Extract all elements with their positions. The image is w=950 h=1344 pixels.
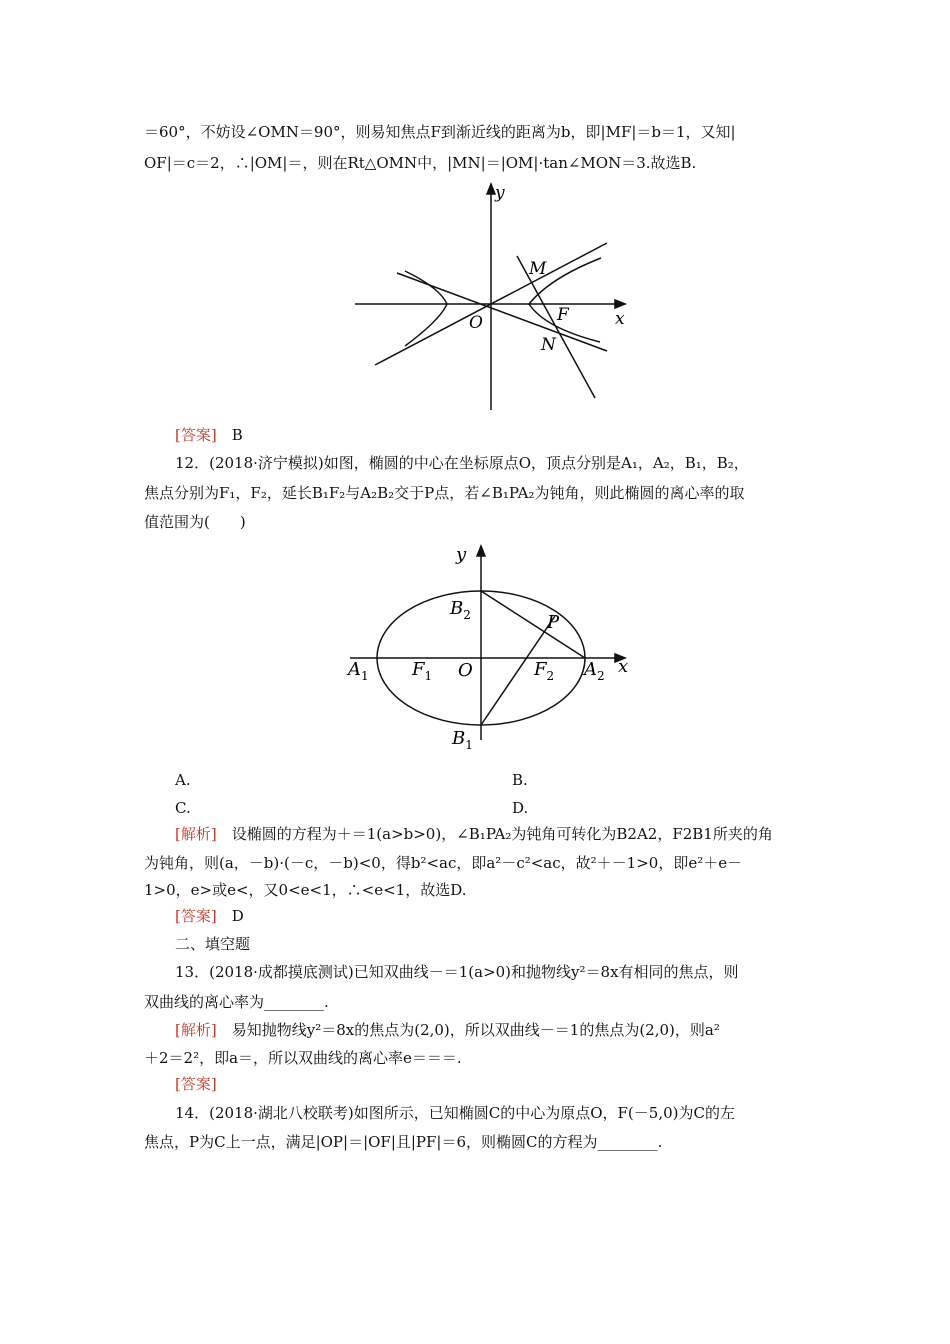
- analysis-13-line-1: [解析] 易知抛物线y²＝8x的焦点为(2,0)，所以双曲线－＝1的焦点为(2,0)，则a²: [175, 1021, 720, 1039]
- question-12-line-2: 焦点分别为F₁，F₂，延长B₁F₂与A₂B₂交于P点，若∠B₁PA₂为钝角，则此椭圆的离心率的取: [144, 484, 745, 502]
- fig2-label-A2: $A_2$: [584, 659, 605, 683]
- answer-tag: [答案]: [175, 1075, 217, 1093]
- fig1-label-y: y: [495, 183, 505, 203]
- fig1-label-N: N: [541, 335, 556, 355]
- ellipse-figure: [340, 540, 640, 760]
- question-14-line-2: 焦点，P为C上一点，满足|OP|＝|OF|且|PF|＝6，则椭圆C的方程为________.: [144, 1133, 663, 1151]
- option-d: D.: [512, 799, 529, 817]
- fig1-label-M: M: [529, 259, 547, 279]
- question-12-line-1: 12．(2018·济宁模拟)如图，椭圆的中心在坐标原点O，顶点分别是A₁，A₂，B₁，B₂，: [175, 454, 749, 472]
- text-line-1: ＝60°，不妨设∠OMN＝90°，则易知焦点F到渐近线的距离为b，即|MF|＝b＝1，又知|: [144, 123, 736, 141]
- fig2-label-O: O: [458, 660, 473, 681]
- option-b: B.: [512, 771, 528, 789]
- section-heading: 二、填空题: [175, 935, 251, 953]
- answer-13: [175, 1074, 217, 1094]
- fig1-label-O: O: [469, 313, 483, 333]
- fig2-label-P: P: [547, 612, 560, 633]
- fig2-label-A1: $A_1$: [348, 659, 369, 683]
- analysis-12-line-3: 1>0，e>或e<，又0<e<1，∴<e<1，故选D.: [144, 881, 467, 899]
- fig2-label-F2: $F_2$: [534, 659, 555, 683]
- fig2-label-y: y: [456, 544, 467, 565]
- fig2-label-B2: $B_2$: [450, 598, 471, 622]
- fig2-label-x: x: [618, 656, 629, 677]
- answer-tag: [答案]: [175, 907, 217, 925]
- analysis-12-line-2: 为钝角，则(a，－b)·(－c，－b)<0，得b²<ac，即a²－c²<ac，故²＋－1>0，即e²＋e－: [144, 854, 743, 872]
- hyperbola-figure: [345, 178, 635, 413]
- text-line-2: OF|＝c＝2，∴|OM|＝，则在Rt△OMN中，|MN|＝|OM|·tan∠MON＝3.故选B.: [144, 154, 697, 172]
- question-14-line-1: 14．(2018·湖北八校联考)如图所示，已知椭圆C的中心为原点O，F(－5,0)为C的左: [175, 1104, 735, 1122]
- question-13-line-1: 13．(2018·成都摸底测试)已知双曲线－＝1(a>0)和抛物线y²＝8x有相同的焦点，则: [175, 963, 739, 981]
- option-a: A.: [175, 771, 191, 789]
- fig2-label-B1: $B_1$: [452, 728, 473, 752]
- fig1-label-F: F: [557, 305, 569, 325]
- answer-tag: [答案]: [175, 426, 217, 444]
- analysis-tag: [解析]: [175, 1021, 217, 1039]
- question-13-line-2: 双曲线的离心率为________.: [144, 993, 329, 1011]
- option-c: C.: [175, 799, 191, 817]
- answer-11: [175, 425, 243, 445]
- answer-value: D: [231, 907, 244, 925]
- answer-value: B: [231, 426, 243, 444]
- question-12-line-3: 值范围为( ): [144, 513, 246, 531]
- fig1-label-x: x: [615, 309, 625, 329]
- answer-12: [175, 906, 244, 926]
- analysis-13-line-2: ＋2＝2²，即a＝，所以双曲线的离心率e＝＝＝.: [144, 1049, 462, 1067]
- analysis-tag: [解析]: [175, 825, 217, 843]
- analysis-12-line-1: [解析] 设椭圆的方程为＋＝1(a>b>0)，∠B₁PA₂为钝角可转化为B2A2，F2B1所夹的角: [175, 825, 773, 843]
- fig2-label-F1: $F_1$: [412, 659, 433, 683]
